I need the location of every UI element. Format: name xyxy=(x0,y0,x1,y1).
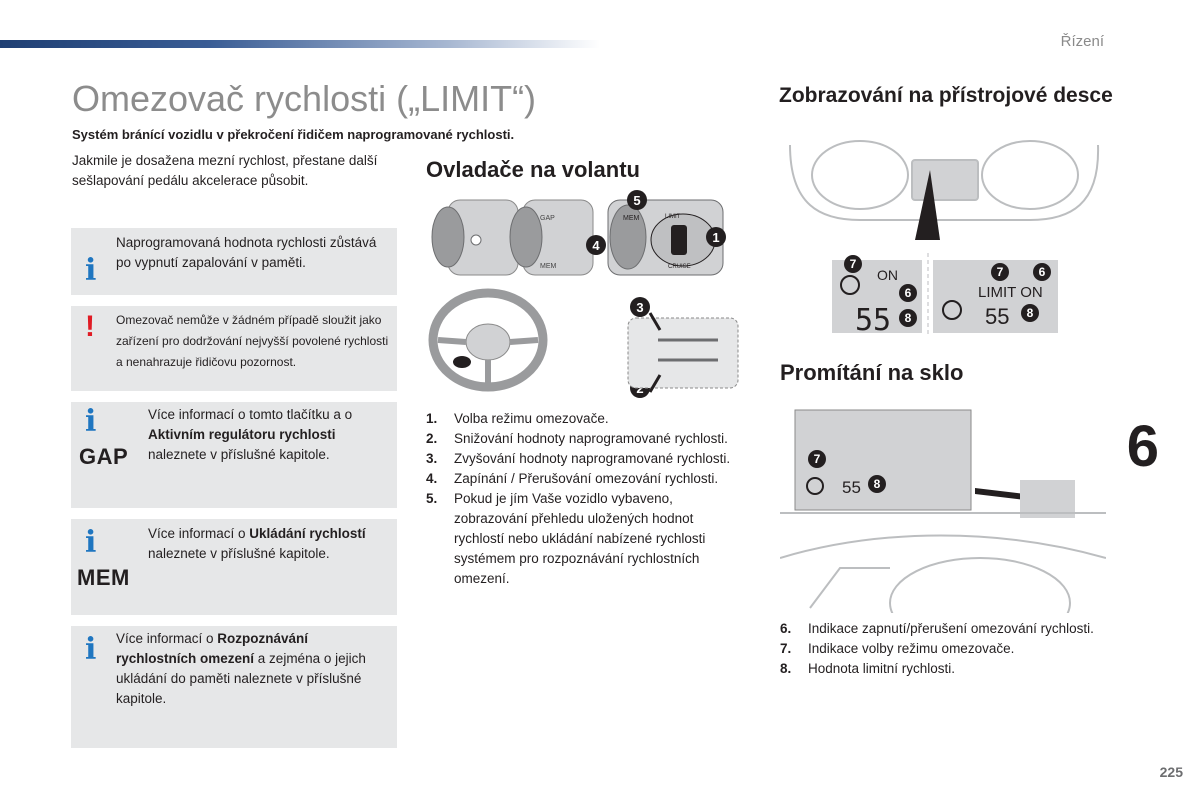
display-heading: Zobrazování na přístrojové desce xyxy=(779,84,1113,107)
info-note-recognition xyxy=(71,626,397,748)
hud-figure xyxy=(780,408,1106,613)
section-label: Řízení xyxy=(1060,33,1104,50)
status-on-text: ON xyxy=(877,267,898,283)
list-item: 2. Snižování hodnoty naprogramované rychlosti. xyxy=(426,431,728,446)
callout-8-hud: 8 xyxy=(873,477,881,491)
callout-4: 4 xyxy=(592,238,600,253)
note-text: Více informací o Ukládání rychlostí naleznete v příslušné kapitole. xyxy=(148,526,366,561)
windshield-outline xyxy=(780,513,1106,613)
page-subtitle: Systém bránící vozidlu v překročení řidičem naprogramované rychlosti. xyxy=(72,127,515,142)
limit-fig-label: LIMIT xyxy=(665,214,681,220)
intro-text: Jakmile je dosažena mezní rychlost, přestane další sešlapování pedálu akcelerace působit. xyxy=(72,153,378,188)
cruise-fig-label: CRUISE xyxy=(668,264,691,270)
mem-fig-label: MEM xyxy=(623,215,640,222)
note-text: Naprogramovaná hodnota rychlosti zůstává po vypnutí zapalování v paměti. xyxy=(116,235,377,270)
controls-list xyxy=(426,409,746,589)
left-speed-value: 55 xyxy=(855,303,892,338)
list-item: 1. Volba režimu omezovače. xyxy=(426,411,609,426)
callout-6b: 6 xyxy=(1038,265,1046,279)
note-text: Více informací o tomto tlačítku a o Aktivním regulátoru rychlosti naleznete v příslušné kapitole. xyxy=(148,407,353,462)
hud-heading: Promítání na sklo xyxy=(780,360,964,385)
callout-3: 3 xyxy=(636,300,644,315)
list-item: 8. Hodnota limitní rychlosti. xyxy=(780,661,956,676)
list-item: 7. Indikace volby režimu omezovače. xyxy=(780,641,1015,656)
hud-list xyxy=(780,619,1100,679)
note-text: Více informací o Rozpoznávání rychlostních omezení a zejména o jejich ukládání do paměti naleznete v příslušné kapitole. xyxy=(116,631,366,706)
steering-wheel-icon xyxy=(433,293,543,387)
warning-icon: ! xyxy=(85,310,95,343)
page-title: Omezovač rychlosti („LIMIT“) xyxy=(72,78,537,119)
list-item: 5. Pokud je jím Vaše vozidlo vybaveno, zobrazování přehledu uložených hodnot rychlostí nebo ukládání nabízené rychlosti systémem pro rozpoznávání rychlostních omezení. xyxy=(426,491,706,586)
limit-on-text: LIMIT ON xyxy=(978,284,1043,301)
callout-7: 7 xyxy=(849,257,857,271)
list-item: 3. Zvyšování hodnoty naprogramované rychlosti. xyxy=(426,451,731,466)
gap-fig-label: GAP xyxy=(540,215,555,222)
steering-controls-figure xyxy=(428,190,758,400)
hud-speed-value: 55 xyxy=(842,478,861,497)
callout-6: 6 xyxy=(904,286,912,300)
info-note-gap xyxy=(71,402,397,508)
info-note-mem xyxy=(71,519,397,615)
info-icon: i xyxy=(85,253,97,288)
callout-1: 1 xyxy=(712,230,720,245)
page-number: 225 xyxy=(1159,764,1183,780)
info-icon: i xyxy=(85,632,97,667)
right-speed-value: 55 xyxy=(985,304,1010,329)
warning-text: Omezovač nemůže v žádném případě sloužit jako zařízení pro dodržování nejvyšší povolené rychlosti a nenahrazuje řidičovu pozornost. xyxy=(116,313,389,369)
dashboard-outline xyxy=(790,141,1098,220)
stalk-right xyxy=(608,200,723,275)
callout-8b: 8 xyxy=(1026,306,1034,320)
list-item: 4. Zapínání / Přerušování omezování rychlosti. xyxy=(426,471,719,486)
stalk-zoom-icon xyxy=(628,313,738,392)
warning-note xyxy=(71,306,397,391)
info-icon: i xyxy=(85,525,97,560)
projection-arrow-icon xyxy=(975,488,1025,500)
stalk-middle xyxy=(510,200,593,275)
callout-7b: 7 xyxy=(996,265,1004,279)
controls-heading: Ovladače na volantu xyxy=(426,157,640,182)
chapter-number: 6 xyxy=(1126,414,1159,479)
gap-badge: GAP xyxy=(79,444,129,469)
callout-7-hud: 7 xyxy=(813,452,821,466)
info-note-memory xyxy=(71,228,397,295)
mem-fig-label-lower: MEM xyxy=(540,263,557,270)
callout-5: 5 xyxy=(633,193,641,208)
instrument-panel-figure xyxy=(780,125,1106,340)
header-bar xyxy=(0,40,600,48)
info-icon: i xyxy=(85,404,97,439)
callout-8: 8 xyxy=(904,311,912,325)
stalk-left xyxy=(432,200,518,275)
mem-badge: MEM xyxy=(77,565,130,590)
list-item: 6. Indikace zapnutí/přerušení omezování rychlosti. xyxy=(780,621,1094,636)
